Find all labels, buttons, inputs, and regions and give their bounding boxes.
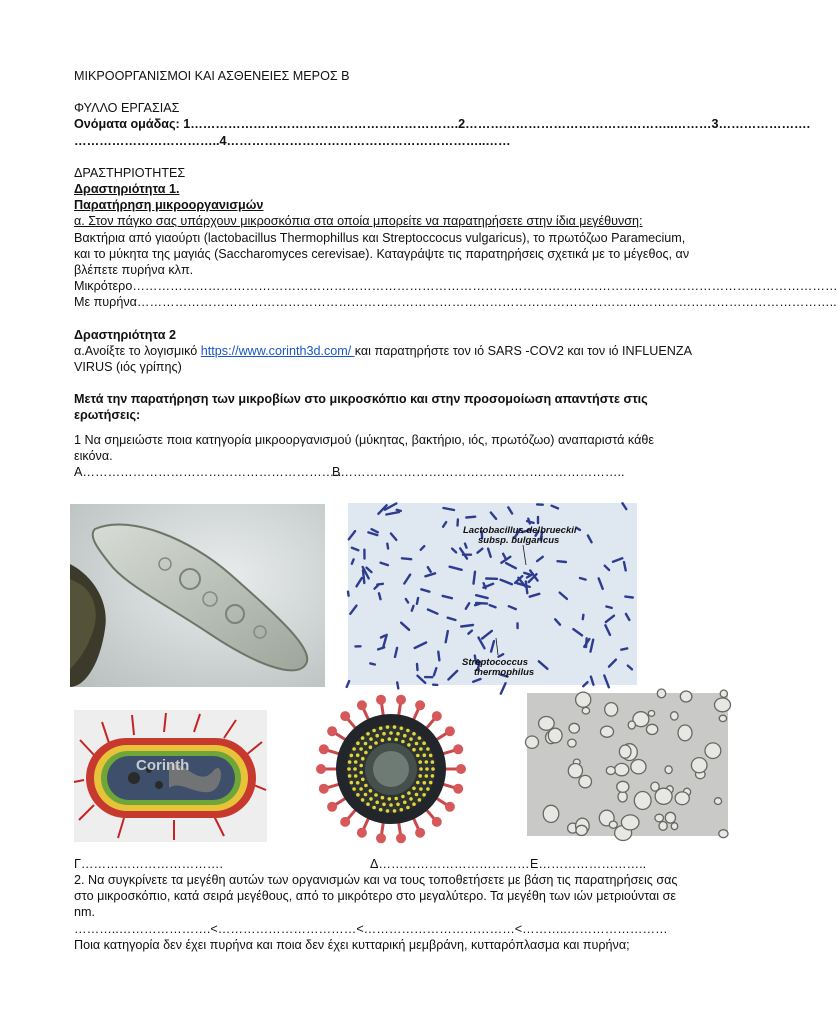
virus-rna-dot — [353, 767, 357, 771]
yeast-cell — [568, 739, 576, 747]
bacterium-rod — [461, 625, 473, 627]
virus-rna-dot — [364, 784, 368, 788]
virus-spike-head — [327, 802, 337, 812]
virus-spike-head — [327, 726, 337, 736]
yeast-cell — [646, 724, 657, 734]
lacto-sub-label: subsp. bulgaricus — [478, 535, 560, 546]
corinth-watermark: Corinth — [136, 757, 190, 774]
question-2: 2. Να συγκρίνετε τα μεγέθη αυτών των οργανισμών και να τους τοποθετήσετε με βάση τις παρατηρήσεις σας στο μικροσκόπιο, κατά σειρά μεγέθους, από το μικρότερο στο μεγαλύτερο. Τα μεγέθη των ιών μετριούνται σε nm. — [74, 873, 678, 920]
virus-rna-dot — [381, 739, 385, 743]
virus-rna-dot — [396, 803, 400, 807]
bacterium-rod — [438, 652, 439, 661]
virus-rna-dot — [418, 774, 422, 778]
bacterium-rod — [625, 597, 633, 598]
label-g: Γ……………………………. — [74, 857, 223, 871]
yeast-cell — [617, 781, 629, 792]
virus-spike-head — [453, 744, 463, 754]
yeast-cell — [568, 764, 582, 778]
virus-rna-dot — [361, 798, 365, 802]
worksheet-text — [74, 68, 838, 480]
virus-spike-head — [415, 700, 425, 710]
virus-rna-dot — [379, 808, 383, 812]
bacterium-rod — [417, 664, 418, 670]
virus-rna-dot — [361, 757, 365, 761]
virus-rna-dot — [429, 754, 433, 758]
yeast-cell — [715, 698, 731, 712]
virus-rna-dot — [374, 741, 378, 745]
bacterium-rod — [606, 607, 611, 608]
virus-rna-dot — [352, 747, 356, 751]
bacterium-rod — [474, 572, 476, 584]
strep-label: Streptococcus — [462, 657, 528, 668]
virus-rna-dot — [412, 748, 416, 752]
bacterium-rod — [397, 682, 398, 688]
virus-rna-dot — [400, 808, 404, 812]
yeast-cell — [675, 792, 689, 805]
virus-rna-dot — [359, 747, 363, 751]
bacterium-rod — [466, 517, 475, 518]
virus-rna-dot — [394, 738, 398, 742]
virus-rna-dot — [369, 789, 373, 793]
virus-rna-dot — [423, 753, 427, 757]
virus-rna-dot — [393, 725, 397, 729]
virus-rna-dot — [372, 729, 376, 733]
bacterium-rod — [412, 606, 414, 611]
yeast-cell — [526, 736, 539, 748]
virus-rna-dot — [426, 787, 430, 791]
virus-spike-head — [432, 817, 442, 827]
virus-rna-dot — [419, 767, 423, 771]
bacterium-rod — [465, 544, 467, 548]
yeast-cell — [576, 692, 591, 707]
yeast-cell — [621, 815, 639, 830]
bacterium-rod — [524, 573, 529, 575]
virus-rna-dot — [426, 747, 430, 751]
lacto-label: Lactobacillus delbrueckii — [463, 525, 577, 536]
yeast-cell — [714, 798, 721, 805]
yeast-cell — [655, 788, 672, 804]
yeast-cell — [719, 715, 726, 721]
virus-rna-dot — [386, 809, 390, 813]
virus-rna-dot — [369, 797, 373, 801]
virus-spike-head — [415, 828, 425, 838]
virus-rna-dot — [374, 793, 378, 797]
virus-spike-head — [445, 726, 455, 736]
virus-rna-dot — [348, 760, 352, 764]
virus-rna-dot — [369, 737, 373, 741]
bacterium-rod — [621, 648, 627, 649]
answer-row-gde — [74, 856, 694, 872]
virus-rna-dot — [375, 734, 379, 738]
strep-sub-label: thermophilus — [474, 667, 535, 678]
question-3: Ποια κατηγορία δεν έχει πυρήνα και ποια δεν έχει κυτταρική μεμβράνη, κυτταρόπλασμα και πυρήνα; — [74, 937, 630, 952]
virus-spike-head — [453, 784, 463, 794]
virus-rna-dot — [364, 742, 368, 746]
virus-rna-dot — [388, 797, 392, 801]
virus-rna-dot — [356, 793, 360, 797]
virus-rna-dot — [388, 737, 392, 741]
virus-rna-dot — [372, 806, 376, 810]
activity2-text-before: α.Ανοίξτε το λογισμικό — [74, 343, 201, 358]
virus-rna-dot — [412, 732, 416, 736]
instruction-bold: Μετά την παρατήρηση των μικροβίων στο μικροσκόπιο και στην προσομοίωση απαντήστε στις ερωτήσεις: — [74, 392, 648, 423]
yeast-cell — [665, 766, 672, 774]
yeast-cell — [569, 723, 579, 733]
yeast-cell — [619, 745, 631, 758]
yeast-cell — [634, 792, 651, 810]
yeast-cell — [615, 763, 629, 775]
bacterium-rod — [347, 681, 349, 687]
virus-rna-dot — [389, 731, 393, 735]
bacterium-rod — [397, 510, 401, 511]
virus-rna-dot — [416, 754, 420, 758]
yeast-cell — [609, 821, 617, 828]
virus-rna-dot — [364, 751, 368, 755]
corinth-link[interactable]: https://www.corinth3d.com/ — [200, 343, 355, 358]
bacterium-rod — [348, 592, 349, 596]
worksheet-heading: ΦΥΛΛΟ ΕΡΓΑΣΙΑΣ — [74, 101, 180, 116]
virus-rna-dot — [412, 802, 416, 806]
bacterium-rod — [402, 558, 411, 559]
virus-rna-dot — [394, 797, 398, 801]
virus-rna-dot — [422, 741, 426, 745]
bacterium-rod — [352, 559, 354, 563]
activity2-text — [74, 343, 694, 375]
yeast-cell — [671, 712, 679, 720]
virus-rna-dot — [361, 778, 365, 782]
virus-rna-dot — [406, 729, 410, 733]
virus-rna-dot — [382, 803, 386, 807]
virus-rna-dot — [356, 741, 360, 745]
yeast-cell — [678, 725, 692, 741]
label-d: Δ……………………………… — [370, 857, 530, 871]
group-names-line-1: Ονόματα ομάδας: 1……………………………………………………….2…………………………………………..………3…………………. — [74, 117, 811, 132]
virus-rna-dot — [348, 774, 352, 778]
label-a: Α…………………………………………………….. — [74, 465, 342, 480]
question-1: 1 Να σημειώστε ποια κατηγορία μικροοργανισμού (μύκητας, βακτήριο, ιός, πρωτόζωο) αναπαριστά κάθε εικόνα. — [74, 432, 654, 463]
answer-line-smaller: Μικρότερο…………………………………………………………………………………………………………………………………………………… — [74, 279, 838, 294]
yeast-cell — [576, 825, 587, 835]
virus-spike-head — [376, 833, 386, 843]
yeast-cell — [601, 726, 614, 737]
virus-spike-head — [357, 700, 367, 710]
virus-spike-head — [319, 744, 329, 754]
yeast-cell — [657, 689, 665, 698]
virus-spike-head — [340, 711, 350, 721]
virus-spike-head — [396, 833, 406, 843]
yeast-cell — [605, 703, 618, 717]
virus-spike-head — [319, 784, 329, 794]
virus-rna-dot — [429, 781, 433, 785]
bacterium-rod — [580, 578, 586, 580]
yeast-cell — [606, 767, 615, 775]
yeast-cell — [680, 691, 692, 702]
bacterium-rod — [476, 603, 487, 604]
virus-rna-dot — [407, 791, 411, 795]
virus-rna-dot — [425, 767, 429, 771]
yeast-cell — [628, 721, 635, 729]
bacterium-rod — [370, 663, 375, 664]
paramecium-image — [70, 504, 325, 687]
virus-spike-head — [445, 802, 455, 812]
page-title: ΜΙΚΡΟΟΡΓΑΝΙΣΜΟΙ ΚΑΙ ΑΣΘΕΝΕΙΕΣ ΜΕΡΟΣ Β — [74, 69, 350, 83]
virus-rna-dot — [389, 803, 393, 807]
virus-spike-head — [432, 711, 442, 721]
activity1-subheading: Παρατήρηση μικροοργανισμών — [74, 198, 264, 213]
virus-rna-dot — [386, 725, 390, 729]
yeast-cell — [691, 758, 707, 773]
virus-spike-head — [340, 817, 350, 827]
yeast-cell — [579, 775, 592, 787]
virus-rna-dot — [418, 798, 422, 802]
virus-rna-dot — [396, 732, 400, 736]
virus-spike-head — [357, 828, 367, 838]
virus-rna-dot — [406, 806, 410, 810]
virus-rna-dot — [431, 760, 435, 764]
virus-rna-dot — [356, 781, 360, 785]
virus-rna-dot — [393, 809, 397, 813]
yeast-cell — [719, 830, 728, 838]
virus-rna-dot — [403, 734, 407, 738]
yeast-cell — [539, 717, 555, 731]
virus-rna-dot — [425, 760, 429, 764]
bacterium-rod — [526, 582, 528, 594]
activity2-heading: Δραστηριότητα 2 — [74, 327, 176, 342]
yeast-cell — [548, 728, 562, 743]
virus-rna-dot — [364, 793, 368, 797]
yogurt-bacteria-image — [348, 503, 637, 685]
virus-rna-dot — [359, 771, 363, 775]
answer-row-ab — [74, 464, 694, 480]
virus-rna-dot — [382, 732, 386, 736]
virus-rna-dot — [350, 754, 354, 758]
virus-rna-dot — [422, 793, 426, 797]
virus-rna-dot — [366, 732, 370, 736]
questions-section — [74, 856, 694, 953]
virus-rna-dot — [412, 787, 416, 791]
virus-rna-dot — [409, 797, 413, 801]
virus-rna-dot — [418, 736, 422, 740]
virus-rna-dot — [401, 740, 405, 744]
bacterium-rod — [558, 561, 566, 562]
virus-spike-head — [376, 695, 386, 705]
virus-rna-dot — [369, 745, 373, 749]
yeast-cell — [618, 791, 627, 802]
virus-rna-dot — [354, 760, 358, 764]
bacterium-rod — [583, 615, 584, 619]
activity1-instruction: α. Στον πάγκο σας υπάρχουν μικροσκόπια στα οποία μπορείτε να παρατηρήσετε στην ίδια μεγέθυνση: — [74, 214, 643, 229]
virus-rna-dot — [431, 767, 435, 771]
virus-spike-head — [316, 764, 326, 774]
virus-rna-dot — [401, 795, 405, 799]
virus-rna-dot — [415, 742, 419, 746]
virus-rna-dot — [431, 774, 435, 778]
virus-rna-dot — [418, 760, 422, 764]
virus-rna-dot — [381, 796, 385, 800]
virus-rna-dot — [425, 774, 429, 778]
activity1-text: Βακτήρια από γιαούρτι (lactobacillus Thermophillus και Streptoccocus vulgaricus), το πρωτόζωο Paramecium, και το μύκητα της μαγιάς (Saccharomyces cerevisae). Καταγράψτε τις παρατηρήσεις σχετικά με το μέγεθος, αν βλέπετε πυρήνα κλπ. — [74, 230, 690, 278]
virus-rna-dot — [375, 801, 379, 805]
virus-spike-head — [456, 764, 466, 774]
virus-rna-dot — [379, 727, 383, 731]
virus-rna-dot — [350, 781, 354, 785]
bacterium-rod — [379, 593, 381, 599]
virus-rna-dot — [409, 737, 413, 741]
coronavirus-image — [309, 694, 474, 844]
virus-rna-dot — [359, 787, 363, 791]
yeast-cell — [648, 711, 654, 717]
virus-rna-dot — [419, 747, 423, 751]
activity1-heading: Δραστηριότητα 1. — [74, 182, 180, 197]
bacterium-rod — [381, 636, 385, 638]
virus-rna-dot — [407, 743, 411, 747]
yeast-cell — [671, 823, 677, 830]
label-e: Ε…………………….. — [530, 857, 647, 871]
virus-rna-dot — [352, 787, 356, 791]
virus-rna-dot — [347, 767, 351, 771]
virus-rna-dot — [416, 781, 420, 785]
bacterium-rod — [417, 598, 418, 604]
yeast-cell — [655, 814, 664, 822]
virus-rna-dot — [400, 727, 404, 731]
virus-rna-dot — [356, 753, 360, 757]
virus-rna-dot — [419, 787, 423, 791]
activity2-text-after: και παρατηρήστε τον ιό SARS -COV2 και τον ιό INFLUENZA VIRUS (ιός γρίπης) — [74, 343, 692, 375]
bacterium-rod — [624, 562, 626, 570]
yeast-cell — [665, 812, 675, 823]
virus-rna-dot — [423, 781, 427, 785]
virus-rna-dot — [403, 801, 407, 805]
activities-heading: ΔΡΑΣΤΗΡΙΟΤΗΤΕΣ — [74, 165, 186, 180]
size-order-line: ………..………………….<……………………………<………………………………<………..…………………… — [74, 921, 668, 936]
bacterium-model-image — [74, 710, 267, 842]
virus-rna-dot — [366, 802, 370, 806]
yeast-cell — [720, 690, 727, 697]
virus-rna-dot — [359, 764, 363, 768]
yeast-cell — [659, 822, 667, 831]
bacterium-rod — [387, 544, 388, 549]
yeast-cell — [705, 743, 721, 759]
virus-rna-dot — [354, 774, 358, 778]
answer-line-nucleus: Με πυρήνα………………………………………………………………………………………………………………………………………………….. — [74, 295, 837, 310]
group-names-line-2: ……………………………..4……………………………………………………..…… — [74, 133, 511, 148]
yeast-cell — [582, 707, 589, 714]
label-b: Β………………………………………………………….. — [332, 465, 625, 480]
yeast-cell — [631, 760, 646, 774]
virus-rna-dot — [361, 736, 365, 740]
virus-rna-dot — [415, 793, 419, 797]
yeast-cells-image — [527, 693, 728, 836]
virus-spike-head — [396, 695, 406, 705]
yeast-cell — [543, 805, 559, 822]
